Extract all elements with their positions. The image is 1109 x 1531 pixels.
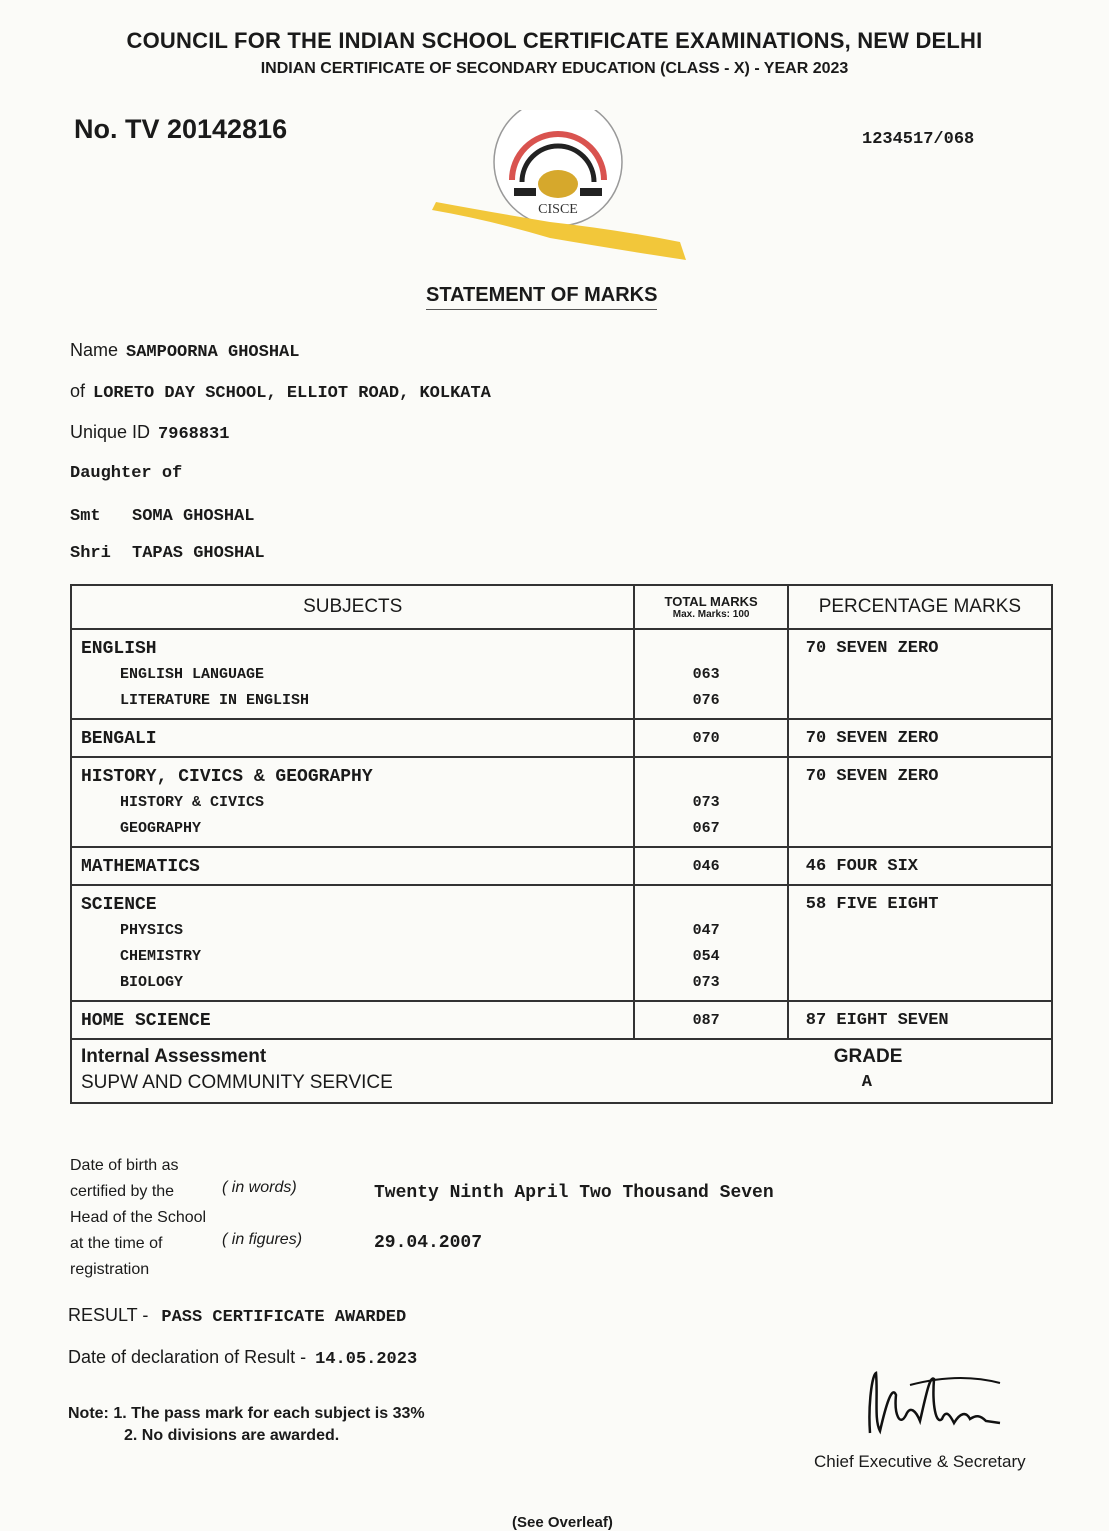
father-label: Shri [70,544,111,563]
supw-label: SUPW AND COMMUNITY SERVICE [81,1072,393,1093]
table-row [71,885,1052,1001]
in-figures-label: ( in figures) [222,1231,303,1248]
total-marks-header [634,585,787,629]
component-marks: 063 [692,666,720,683]
subject-marks: 070 [692,730,720,747]
subject-marks: 046 [692,858,720,875]
dob-figures: 29.04.2007 [374,1233,483,1253]
dob-label-line: Head of the School [70,1209,207,1226]
grade-label: GRADE [833,1046,903,1067]
component-name: ENGLISH LANGUAGE [120,666,265,683]
of-label: of [70,381,86,401]
table-header [71,585,1052,629]
component-name: LITERATURE IN ENGLISH [120,692,310,709]
mother-name: SOMA GHOSHAL [132,507,255,526]
candidate-name: SAMPOORNA GHOSHAL [126,343,300,362]
component-name: CHEMISTRY [120,948,202,965]
dob-label [70,1153,206,1283]
percentage: 87 EIGHT SEVEN [805,1011,949,1030]
table-row [71,847,1052,885]
dob-label-line: registration [70,1261,150,1278]
mother-label: Smt [70,507,101,526]
unique-id-row [70,422,229,444]
note-item: 2. No divisions are awarded. [124,1427,340,1444]
declaration-date: 14.05.2023 [315,1350,418,1369]
in-words-label: ( in words) [222,1179,297,1196]
percentage: 70 SEVEN ZERO [805,767,939,786]
result-label: RESULT - [68,1305,149,1325]
serial-number: 1234517/068 [862,130,975,149]
percentage: 58 FIVE EIGHT [805,895,939,914]
declaration-row [68,1347,417,1369]
name-label: Name [70,340,119,360]
component-name: HISTORY & CIVICS [120,794,265,811]
unique-id-label: Unique ID [70,422,151,442]
component-marks: 067 [692,820,720,837]
result-row [68,1305,406,1327]
candidate-name-row [70,340,299,362]
signatory-title: Chief Executive & Secretary [814,1452,1026,1471]
father-row [70,544,265,563]
cisce-logo [430,110,690,270]
marks-table [70,584,1053,1104]
component-marks: 076 [692,692,720,709]
subject-name: SCIENCE [81,895,157,915]
component-name: GEOGRAPHY [120,820,202,837]
subjects-header: SUBJECTS [71,585,634,629]
see-overleaf: (See Overleaf) [512,1514,613,1531]
exam-heading: INDIAN CERTIFICATE OF SECONDARY EDUCATION (CLASS - X) - YEAR 2023 [260,60,849,77]
mother-row [70,507,254,526]
declaration-label: Date of declaration of Result - [68,1347,307,1367]
dob-label-line: certified by the [70,1183,175,1200]
dob-label-line: at the time of [70,1235,163,1252]
component-marks: 047 [692,922,720,939]
component-name: PHYSICS [120,922,184,939]
internal-assessment-label: Internal Assessment [81,1046,267,1067]
council-heading: COUNCIL FOR THE INDIAN SCHOOL CERTIFICATE EXAMINATIONS, NEW DELHI [126,28,983,53]
note-item: 1. The pass mark for each subject is 33% [113,1405,425,1422]
subject-name: HISTORY, CIVICS & GEOGRAPHY [81,767,373,787]
certificate-number: No. TV 20142816 [74,114,288,144]
father-name: TAPAS GHOSHAL [132,544,265,563]
subject-name: HOME SCIENCE [81,1011,211,1031]
subject-name: ENGLISH [81,639,157,659]
grade-value: A [861,1073,872,1092]
subject-name: MATHEMATICS [81,857,200,877]
note-label: Note: [68,1405,109,1422]
table-row [71,757,1052,847]
school-row [70,381,491,403]
percentage: 70 SEVEN ZERO [805,639,939,658]
signature [850,1365,1020,1440]
component-marks: 073 [692,974,720,991]
notes [68,1403,425,1447]
percentage: 70 SEVEN ZERO [805,729,939,748]
component-marks: 054 [692,948,720,965]
relation-label: Daughter of [70,464,183,483]
total-marks-label: TOTAL MARKS [664,594,758,609]
table-row [71,629,1052,719]
result-value: PASS CERTIFICATE AWARDED [161,1308,407,1327]
percentage-header: PERCENTAGE MARKS [788,585,1052,629]
unique-id: 7968831 [158,425,230,444]
school-name: LORETO DAY SCHOOL, ELLIOT ROAD, KOLKATA [93,384,491,403]
component-name: BIOLOGY [120,974,184,991]
component-marks: 073 [692,794,720,811]
percentage: 46 FOUR SIX [805,857,918,876]
dob-words: Twenty Ninth April Two Thousand Seven [374,1183,774,1203]
subject-name: BENGALI [81,729,157,749]
document-title: STATEMENT OF MARKS [426,284,657,310]
dob-label-line: Date of birth as [70,1157,179,1174]
table-row [71,719,1052,757]
table-row [71,1001,1052,1039]
subject-marks: 087 [692,1012,720,1029]
svg-text:CISCE: CISCE [538,202,578,217]
max-marks-label: Max. Marks: 100 [672,609,750,620]
internal-assessment-row [71,1039,1052,1103]
